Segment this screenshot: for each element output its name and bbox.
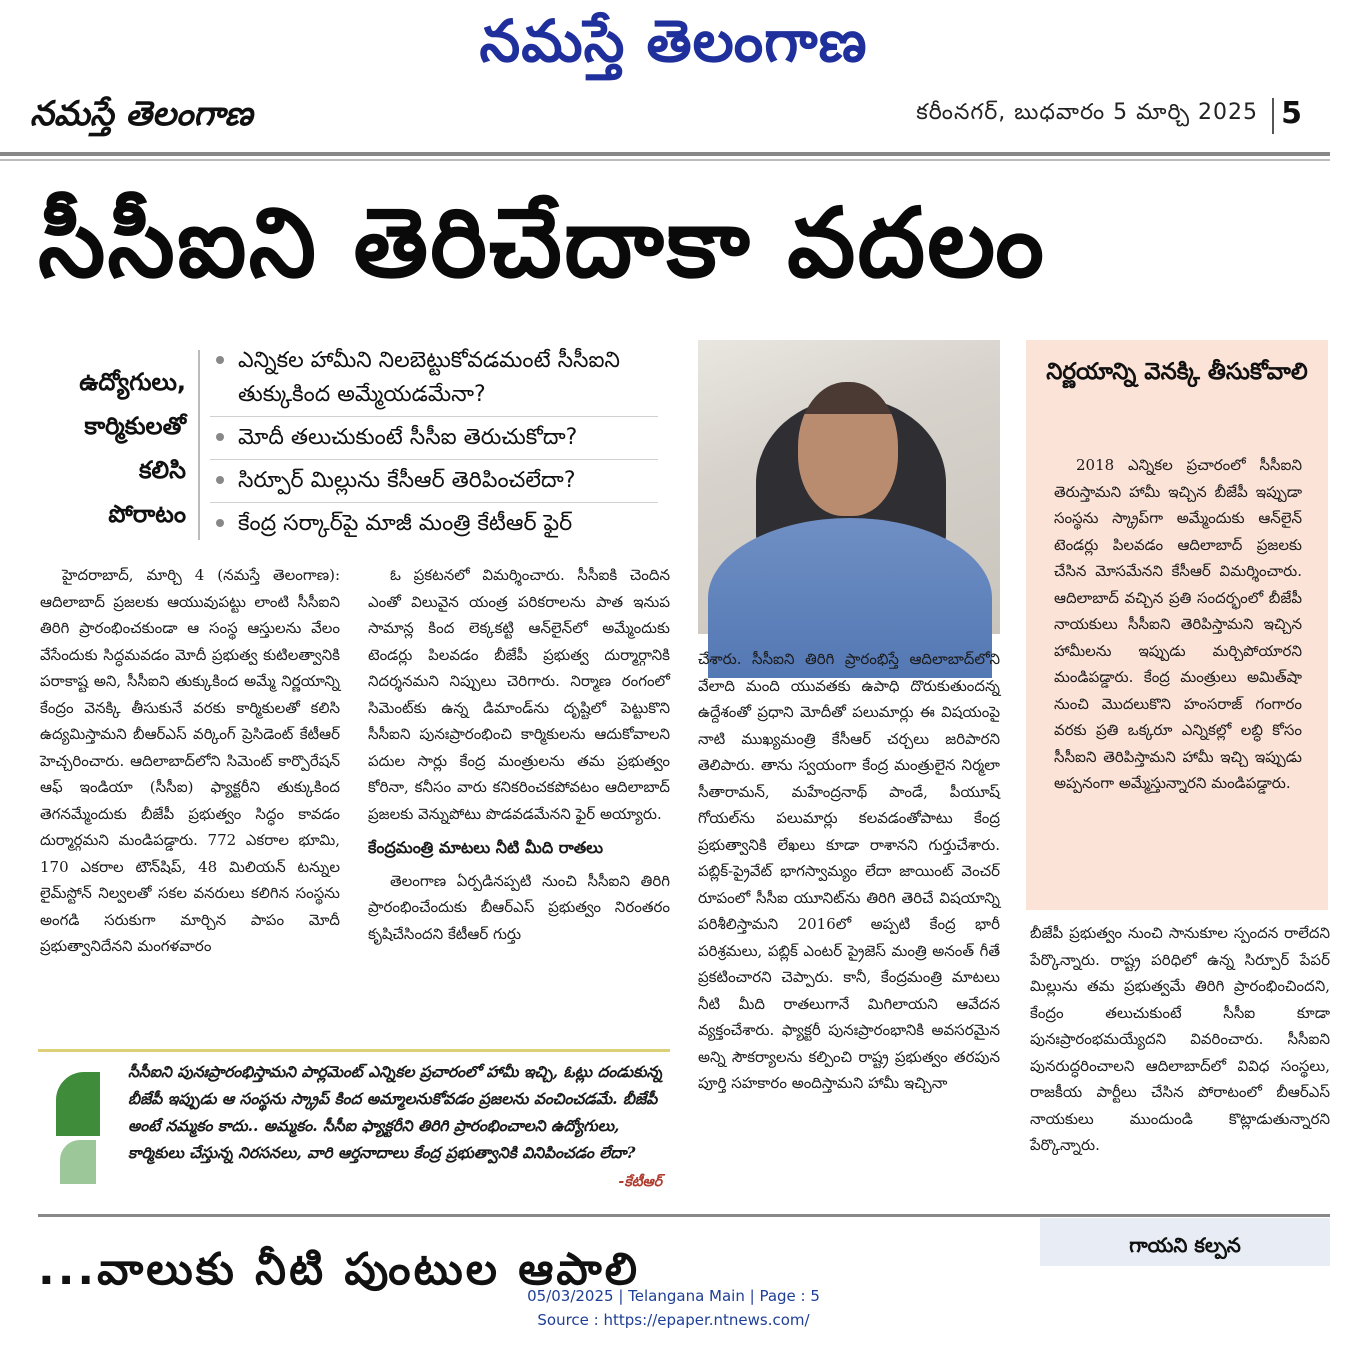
header-rule — [0, 152, 1330, 156]
headline: సీసీఐని తెరిచేదాకా వదలం — [38, 187, 1046, 299]
page-header — [30, 90, 1330, 156]
quote-rule — [38, 1049, 670, 1052]
footer-edition: 05/03/2025 | Telangana Main | Page : 5 — [527, 1287, 820, 1305]
article-paragraph: బీజేపీ ప్రభుత్వం నుంచి సానుకూల స్పందన రాలేదని పేర్కొన్నారు. రాష్ట్ర పరిధిలో ఉన్న సిర్పూర్ పేపర్ మిల్లును తమ ప్రభుత్వమే తిరిగి ప్రారంభించిందని, కేంద్రం తలుచుకుంటే సీసీఐ కూడా పునఃప్రారంభమయ్యేదని వివరించారు. సీసీఐని పునరుద్ధరించాలని ఆదిలాబాద్‌లో వివిధ సంస్థలు, రాజకీయ పార్టీలు చేసిన పోరాటంలో బీఆర్‌ఎస్ నాయకులు ముందుండి కొట్లాడుతున్నారని పేర్కొన్నారు. — [1030, 924, 1330, 1154]
page-footer — [0, 1284, 1347, 1332]
kicker-line: ఉద్యోగులు, — [79, 368, 186, 396]
sidebar-body — [1054, 452, 1302, 797]
bullet-item: సిర్పూర్ మిల్లును కేసీఆర్ తెరిపించలేదా? — [210, 460, 658, 503]
header-rule-thin — [0, 159, 1330, 161]
bullet-item: కేంద్ర సర్కార్‌పై మాజీ మంత్రి కేటీఆర్ ఫైర్ — [210, 503, 658, 545]
article-paragraph: చేశారు. సీసీఐని తిరిగి ప్రారంభిస్తే ఆదిలాబాద్‌లోని వేలాది మంది యువతకు ఉపాధి దొరుకుతుందన్న ఉద్దేశంతో ప్రధాని మోదీతో పలుమార్లు ఈ విషయంపై నాటి ముఖ్యమంత్రి కేసీఆర్ చర్చలు జరిపారని తెలిపారు. తాను స్వయంగా కేంద్ర మంత్రులైన నిర్మలా సీతారామన్, మహేంద్రనాథ్ పాండే, పీయూష్ గోయల్‌ను పలుమార్లు కలవడంతోపాటు కేంద్ర ప్రభుత్వానికి లేఖలు కూడా రాశానని గుర్తుచేశారు. పబ్లిక్-ప్రైవేట్ భాగస్వామ్యం లేదా జాయింట్ వెంచర్ రూపంలో సీసీఐ యూనిట్‌ను తిరిగి తెరిచే విషయాన్ని పరిశీలిస్తామని 2016లో అప్పటి కేంద్ర భారీ పరిశ్రమలు, పబ్లిక్ ఎంటర్ ప్రైజెస్ మంత్రి అనంత్ గీతే ప్రకటించారని చెప్పారు. కానీ, కేంద్రమంత్రి మాటలు నీటి మీది రాతలుగానే మిగిలాయని ఆవేదన వ్యక్తంచేశారు. ఫ్యాక్టరీ పునఃప్రారంభానికి అవసరమైన అన్ని సౌకర్యాలను కల్పించి రాష్ట్ర ప్రభుత్వం తరపున పూర్తి సహకారం అందిస్తామని హామీ ఇచ్చినా — [698, 650, 1000, 1092]
masthead-logo: నమస్తే తెలంగాణ — [479, 7, 868, 75]
photo-face — [798, 382, 898, 516]
quote-mark-icon — [56, 1072, 100, 1136]
footer-source: Source : https://epaper.ntnews.com/ — [537, 1311, 810, 1329]
next-headline: ...వాలుకు నీటి పుంటుల ఆపాలి — [38, 1244, 641, 1295]
next-headline-strip — [38, 1226, 998, 1295]
sidebar-title: నిర్ణయాన్ని వెనక్కి తీసుకోవాలి — [1046, 359, 1308, 385]
bullet-list — [210, 340, 658, 545]
article-column-1 — [40, 562, 340, 960]
kicker-line: కార్మికులతో — [84, 412, 186, 440]
pull-quote — [38, 1058, 670, 1208]
bullet-item: ఎన్నికల హామీని నిలబెట్టుకోవడమంటే సీసీఐని తుక్కుకింద అమ్మేయడమేనా? — [210, 340, 658, 417]
article-subhead: కేంద్రమంత్రి మాటలు నీటి మీది రాతలు — [368, 838, 604, 857]
dateline: కరీంనగర్, బుధవారం 5 మార్చి 2025 — [916, 100, 1258, 125]
article-paragraph: ఓ ప్రకటనలో విమర్శించారు. సీసీఐకి చెందిన ఎంతో విలువైన యంత్ర పరికరాలను పాత ఇనుప సామాన్ల కింద లెక్కకట్టి ఆన్‌లైన్‌లో అమ్మేందుకు టెండర్లు పిలవడం బీజేపీ ప్రభుత్వ దుర్మార్గానికి నిదర్శనమని నిప్పులు చెరిగారు. నిర్మాణ రంగంలో సిమెంట్‌కు ఉన్న డిమాండ్‌ను దృష్టిలో పెట్టుకొని సీసీఐని పునఃప్రారంభించి కార్మికులను ఆదుకోవాలని పదుల సార్లు కేంద్ర మంత్రులను తమ ప్రభుత్వం కోరినా, కనీసం వారు కనికరించకపోవటం ఆదిలాబాద్ ప్రజలకు వెన్నుపోటు పొడవడమేనని ఫైర్ అయ్యారు. — [368, 566, 670, 823]
article-paragraph: హైదరాబాద్, మార్చి 4 (నమస్తే తెలంగాణ): ఆదిలాబాద్ ప్రజలకు ఆయువుపట్టు లాంటి సీసీఐని తిరిగి ప్రారంభించకుండా ఆ సంస్థ ఆస్తులను వేలం వేసేందుకు సిద్ధమవడం మోదీ ప్రభుత్వ కుటిలత్వానికి పరాకాష్ట అని, సీసీఐని తుక్కుకింద అమ్మే నిర్ణయాన్ని కేంద్రం వెనక్కి తీసుకునే వరకు కార్మికులతో కలిసి ఉద్యమిస్తామని బీఆర్‌ఎస్ వర్కింగ్ ప్రెసిడెంట్ కేటీఆర్ హెచ్చరించారు. ఆదిలాబాద్‌లోని సిమెంట్ కార్పొరేషన్ ఆఫ్ ఇండియా (సీసీఐ) ఫ్యాక్టరీని తుక్కుకింద తెగనమ్మేందుకు బీజేపీ ప్రభుత్వం సిద్ధం కావడం దుర్మార్గమని మండిపడ్డారు. 772 ఎకరాల భూమి, 170 ఎకరాల టౌన్‌షిప్, 48 మిలియన్ టన్నుల లైమ్‌స్టోన్ నిల్వలతో సకల వనరులు కలిగిన సంస్థను అంగడి సరుకుగా మార్చిన పాపం మోదీ ప్రభుత్వానిదేనని మంగళవారం — [40, 566, 340, 955]
article-column-2 — [368, 562, 670, 947]
bottom-rule — [38, 1214, 1330, 1217]
quote-text: సీసీఐని పునఃప్రారంభిస్తామని పార్లమెంట్ ఎన్నికల ప్రచారంలో హామీ ఇచ్చి, ఓట్లు దండుకున్న బీజేపీ ఇప్పుడు ఆ సంస్థను స్క్రాప్ కింద అమ్మాలనుకోవడం ప్రజలను వంచించడమే. బీజేపీ అంటే నమ్మకం కాదు.. అమ్మకం. సీసీఐ ఫ్యాక్టరీని తిరిగి ప్రారంభించాలని ఉద్యోగులు, కార్మికులు చేస్తున్న నిరసనలు, వారి ఆర్తనాదాలు కేంద్ర ప్రభుత్వానికి వినిపించడం లేదా? — [128, 1062, 663, 1162]
article-paragraph: తెలంగాణ ఏర్పడినప్పటి నుంచి సీసీఐని తిరిగి ప్రారంభించేందుకు బీఆర్‌ఎస్ ప్రభుత్వం నిరంతరం కృషిచేసిందని కేటీఆర్ గుర్తు — [368, 871, 670, 943]
kicker-line: పోరాటం — [108, 500, 186, 528]
bullet-item: మోదీ తలుచుకుంటే సీసీఐ తెరుచుకోదా? — [210, 417, 658, 460]
kicker — [30, 360, 186, 536]
divider — [1272, 98, 1274, 134]
quote-attribution: -కేటీఆర్ — [618, 1174, 662, 1190]
sidebar-paragraph: 2018 ఎన్నికల ప్రచారంలో సీసీఐని తెరుస్తామని హామీ ఇచ్చిన బీజేపీ ఇప్పుడా సంస్థను స్క్రాప్‌గా అమ్మేందుకు ఆన్‌లైన్ టెండర్లు పిలవడం ఆదిలాబాద్ ప్రజలకు చేసిన మోసమేనని కేసీఆర్ విమర్శించారు. ఆదిలాబాద్ వచ్చిన ప్రతి సందర్భంలో బీజేపీ నాయకులు సీసీఐని తెరిపిస్తామని ఇచ్చిన హామీలను ఇప్పుడు మర్చిపోయారని మండిపడ్డారు. కేంద్ర మంత్రులు అమిత్‌షా నుంచి మొదలుకొని హంసరాజ్ గంగారం వరకు ప్రతి ఒక్కరూ ఎన్నికల్లో లబ్ధి కోసం సీసీఐని తెరిపిస్తామని హామీ ఇచ్చి ఇప్పుడు అప్పనంగా అమ్మేస్తున్నారని మండిపడ్డారు. — [1054, 456, 1302, 792]
byline: గాయని కల్పన — [1040, 1218, 1330, 1266]
quote-mark-icon — [60, 1140, 96, 1184]
portrait-photo — [698, 340, 1000, 634]
kicker-divider — [198, 350, 200, 540]
kicker-line: కలిసి — [139, 456, 186, 484]
section-logo: నమస్తే తెలంగాణ — [30, 94, 253, 134]
article-column-3 — [698, 646, 1000, 1097]
article-column-5 — [1030, 920, 1330, 1159]
page-number: 5 — [1281, 96, 1302, 131]
